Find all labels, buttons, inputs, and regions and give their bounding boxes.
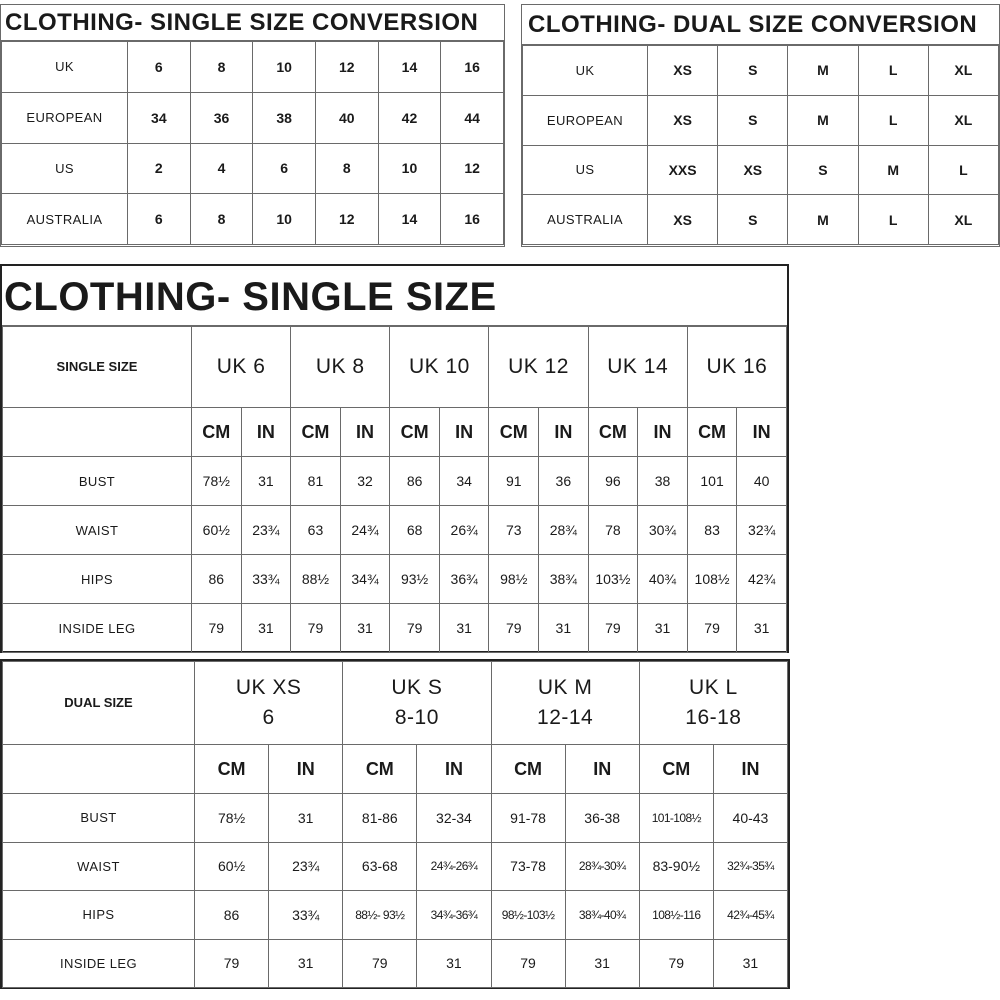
- table-cell: 31: [565, 939, 639, 988]
- table-cell: 40: [315, 92, 378, 143]
- table-cell: 8: [315, 143, 378, 194]
- table-cell: S: [788, 145, 858, 195]
- size-header: [195, 662, 343, 745]
- table-row: [3, 604, 787, 653]
- table-cell: 79: [192, 604, 242, 653]
- table-cell: 28¾-30¾: [565, 842, 639, 891]
- table-row: [3, 939, 788, 988]
- single-size-conversion-table: [0, 4, 505, 247]
- row-label: WAIST: [3, 506, 192, 555]
- table-cell: 6: [253, 143, 316, 194]
- table-cell: 86: [390, 457, 440, 506]
- table-cell: 79: [687, 604, 737, 653]
- table-cell: 98½: [489, 555, 539, 604]
- row-label: EUROPEAN: [2, 92, 128, 143]
- table-cell: 16: [441, 194, 504, 245]
- table-cell: M: [788, 195, 858, 245]
- table-cell: 40-43: [713, 794, 787, 843]
- size-header: UK 16: [687, 327, 786, 408]
- table-cell: 31: [539, 604, 589, 653]
- unit-cm: CM: [491, 745, 565, 794]
- row-label: HIPS: [3, 555, 192, 604]
- unit-in: IN: [737, 408, 787, 457]
- table-row: [523, 195, 999, 245]
- unit-row: [3, 745, 788, 794]
- row-label: US: [523, 145, 648, 195]
- table-cell: 12: [315, 194, 378, 245]
- table-cell: 86: [192, 555, 242, 604]
- table-cell: 31: [340, 604, 390, 653]
- table-cell: 88½- 93½: [343, 891, 417, 940]
- table-cell: 40: [737, 457, 787, 506]
- table-cell: M: [788, 95, 858, 145]
- row-label: INSIDE LEG: [3, 939, 195, 988]
- unit-in: IN: [269, 745, 343, 794]
- table-row: [523, 95, 999, 145]
- table-cell: 101: [687, 457, 737, 506]
- table-cell: 63: [291, 506, 341, 555]
- table-cell: 42: [378, 92, 441, 143]
- single-size-grid: [2, 326, 787, 653]
- table-cell: 10: [253, 194, 316, 245]
- table-cell: 12: [441, 143, 504, 194]
- table-cell: 32¾-35¾: [713, 842, 787, 891]
- size-name: UK M: [537, 676, 593, 699]
- table-cell: 2: [128, 143, 191, 194]
- table-row: [3, 555, 787, 604]
- unit-in: IN: [638, 408, 688, 457]
- table-cell: 36¾: [439, 555, 489, 604]
- table-cell: 33¾: [269, 891, 343, 940]
- unit-cm: CM: [291, 408, 341, 457]
- table-row: [3, 506, 787, 555]
- table-cell: 34: [128, 92, 191, 143]
- unit-cm: CM: [343, 745, 417, 794]
- table-cell: 14: [378, 42, 441, 93]
- dual-size-measurements: [0, 659, 790, 989]
- table-cell: 86: [195, 891, 269, 940]
- table-cell: 73: [489, 506, 539, 555]
- size-range: 6: [262, 706, 275, 729]
- table-cell: XL: [928, 95, 998, 145]
- table-cell: 34¾-36¾: [417, 891, 491, 940]
- unit-in: IN: [713, 745, 787, 794]
- unit-row: [3, 408, 787, 457]
- unit-in: IN: [439, 408, 489, 457]
- row-label: WAIST: [3, 842, 195, 891]
- table-cell: 73-78: [491, 842, 565, 891]
- unit-in: IN: [565, 745, 639, 794]
- table-cell: 42¾-45¾: [713, 891, 787, 940]
- size-header: UK 6: [192, 327, 291, 408]
- table-row: [523, 145, 999, 195]
- table-cell: 12: [315, 42, 378, 93]
- table-cell: 30¾: [638, 506, 688, 555]
- row-label: UK: [2, 42, 128, 93]
- table-cell: 32: [340, 457, 390, 506]
- size-range: 12-14: [537, 706, 594, 729]
- size-header: UK 14: [588, 327, 687, 408]
- table-cell: 81-86: [343, 794, 417, 843]
- table-cell: L: [858, 46, 928, 96]
- table-row: [2, 194, 504, 245]
- table-cell: 36: [539, 457, 589, 506]
- table-cell: 16: [441, 42, 504, 93]
- table-cell: 31: [638, 604, 688, 653]
- table-cell: 32¾: [737, 506, 787, 555]
- table-cell: 101-108½: [639, 794, 713, 843]
- table-row: [523, 46, 999, 96]
- table-cell: 32-34: [417, 794, 491, 843]
- unit-in: IN: [417, 745, 491, 794]
- corner-label: DUAL SIZE: [3, 662, 195, 745]
- size-header: [491, 662, 639, 745]
- table-cell: 79: [343, 939, 417, 988]
- single-size-measurements: [0, 264, 789, 653]
- table-cell: 79: [491, 939, 565, 988]
- table-cell: XL: [928, 46, 998, 96]
- table-cell: 10: [253, 42, 316, 93]
- unit-cm: CM: [588, 408, 638, 457]
- table-cell: 68: [390, 506, 440, 555]
- table-cell: 6: [128, 194, 191, 245]
- table-row: [3, 842, 788, 891]
- table-cell: XS: [718, 145, 788, 195]
- table-cell: 38¾-40¾: [565, 891, 639, 940]
- row-label: US: [2, 143, 128, 194]
- unit-cm: CM: [489, 408, 539, 457]
- table-cell: 31: [241, 604, 291, 653]
- size-header-row: [3, 662, 788, 745]
- row-label: EUROPEAN: [523, 95, 648, 145]
- size-name: UK XS: [235, 676, 302, 699]
- table-cell: 79: [291, 604, 341, 653]
- table-cell: 8: [190, 42, 253, 93]
- table-cell: 31: [241, 457, 291, 506]
- table-cell: M: [788, 46, 858, 96]
- dual-size-grid: [2, 661, 788, 988]
- row-label: BUST: [3, 457, 192, 506]
- empty-cell: [3, 408, 192, 457]
- dual-conversion-grid: [522, 45, 999, 245]
- table-cell: 88½: [291, 555, 341, 604]
- table-cell: 79: [390, 604, 440, 653]
- table-cell: 60½: [192, 506, 242, 555]
- table-cell: 83: [687, 506, 737, 555]
- table-cell: 31: [713, 939, 787, 988]
- table-cell: 81: [291, 457, 341, 506]
- table-row: [2, 92, 504, 143]
- size-header: [639, 662, 787, 745]
- table-cell: 8: [190, 194, 253, 245]
- table-cell: 4: [190, 143, 253, 194]
- table-cell: XS: [648, 46, 718, 96]
- table-row: [2, 42, 504, 93]
- table-cell: 78½: [192, 457, 242, 506]
- unit-in: IN: [539, 408, 589, 457]
- table-cell: 34¾: [340, 555, 390, 604]
- table-cell: 38¾: [539, 555, 589, 604]
- table-cell: 91-78: [491, 794, 565, 843]
- dual-size-conversion-table: [521, 4, 1000, 247]
- table-cell: 79: [639, 939, 713, 988]
- unit-cm: CM: [639, 745, 713, 794]
- table-cell: 10: [378, 143, 441, 194]
- table-cell: 38: [253, 92, 316, 143]
- table-cell: 96: [588, 457, 638, 506]
- table-cell: L: [858, 95, 928, 145]
- table-cell: 78: [588, 506, 638, 555]
- table-cell: L: [928, 145, 998, 195]
- table-cell: 23¾: [241, 506, 291, 555]
- table-cell: L: [858, 195, 928, 245]
- table-cell: M: [858, 145, 928, 195]
- single-size-title: CLOTHING- SINGLE SIZE: [2, 266, 787, 326]
- row-label: UK: [523, 46, 648, 96]
- table-cell: XXS: [648, 145, 718, 195]
- table-cell: XS: [648, 95, 718, 145]
- table-cell: XS: [648, 195, 718, 245]
- table-cell: 79: [588, 604, 638, 653]
- table-cell: 31: [439, 604, 489, 653]
- row-label: AUSTRALIA: [523, 195, 648, 245]
- table-cell: 31: [269, 794, 343, 843]
- size-name: UK S: [391, 676, 443, 699]
- unit-cm: CM: [192, 408, 242, 457]
- table-cell: 63-68: [343, 842, 417, 891]
- table-cell: 14: [378, 194, 441, 245]
- table-cell: XL: [928, 195, 998, 245]
- table-cell: 36: [190, 92, 253, 143]
- unit-cm: CM: [195, 745, 269, 794]
- unit-in: IN: [241, 408, 291, 457]
- size-name: UK L: [689, 676, 738, 699]
- table-cell: 24¾: [340, 506, 390, 555]
- table-cell: S: [718, 195, 788, 245]
- size-header-row: [3, 327, 787, 408]
- table-cell: 31: [269, 939, 343, 988]
- single-conversion-title: CLOTHING- SINGLE SIZE CONVERSION: [1, 5, 504, 41]
- table-cell: 103½: [588, 555, 638, 604]
- table-cell: 31: [417, 939, 491, 988]
- table-cell: S: [718, 46, 788, 96]
- table-cell: 36-38: [565, 794, 639, 843]
- table-cell: 34: [439, 457, 489, 506]
- row-label: HIPS: [3, 891, 195, 940]
- table-cell: 23¾: [269, 842, 343, 891]
- table-cell: 40¾: [638, 555, 688, 604]
- size-header: UK 10: [390, 327, 489, 408]
- corner-label: SINGLE SIZE: [3, 327, 192, 408]
- single-conversion-grid: [1, 41, 504, 245]
- table-row: [3, 891, 788, 940]
- unit-cm: CM: [390, 408, 440, 457]
- dual-conversion-title: CLOTHING- DUAL SIZE CONVERSION: [522, 5, 999, 45]
- table-cell: 79: [195, 939, 269, 988]
- table-cell: 26¾: [439, 506, 489, 555]
- table-cell: 93½: [390, 555, 440, 604]
- size-header: UK 12: [489, 327, 588, 408]
- table-cell: 60½: [195, 842, 269, 891]
- table-row: [3, 457, 787, 506]
- table-cell: 78½: [195, 794, 269, 843]
- size-range: 8-10: [394, 706, 439, 729]
- table-cell: 38: [638, 457, 688, 506]
- table-row: [3, 794, 788, 843]
- table-cell: 33¾: [241, 555, 291, 604]
- unit-cm: CM: [687, 408, 737, 457]
- row-label: AUSTRALIA: [2, 194, 128, 245]
- row-label: INSIDE LEG: [3, 604, 192, 653]
- table-cell: 42¾: [737, 555, 787, 604]
- empty-cell: [3, 745, 195, 794]
- table-cell: 44: [441, 92, 504, 143]
- table-cell: 79: [489, 604, 539, 653]
- table-cell: 98½-103½: [491, 891, 565, 940]
- table-cell: 24¾-26¾: [417, 842, 491, 891]
- table-cell: 31: [737, 604, 787, 653]
- unit-in: IN: [340, 408, 390, 457]
- table-cell: S: [718, 95, 788, 145]
- size-header: [343, 662, 491, 745]
- table-cell: 83-90½: [639, 842, 713, 891]
- row-label: BUST: [3, 794, 195, 843]
- table-cell: 108½-116: [639, 891, 713, 940]
- size-header: UK 8: [291, 327, 390, 408]
- table-row: [2, 143, 504, 194]
- size-range: 16-18: [685, 706, 742, 729]
- table-cell: 6: [128, 42, 191, 93]
- table-cell: 91: [489, 457, 539, 506]
- table-cell: 28¾: [539, 506, 589, 555]
- table-cell: 108½: [687, 555, 737, 604]
